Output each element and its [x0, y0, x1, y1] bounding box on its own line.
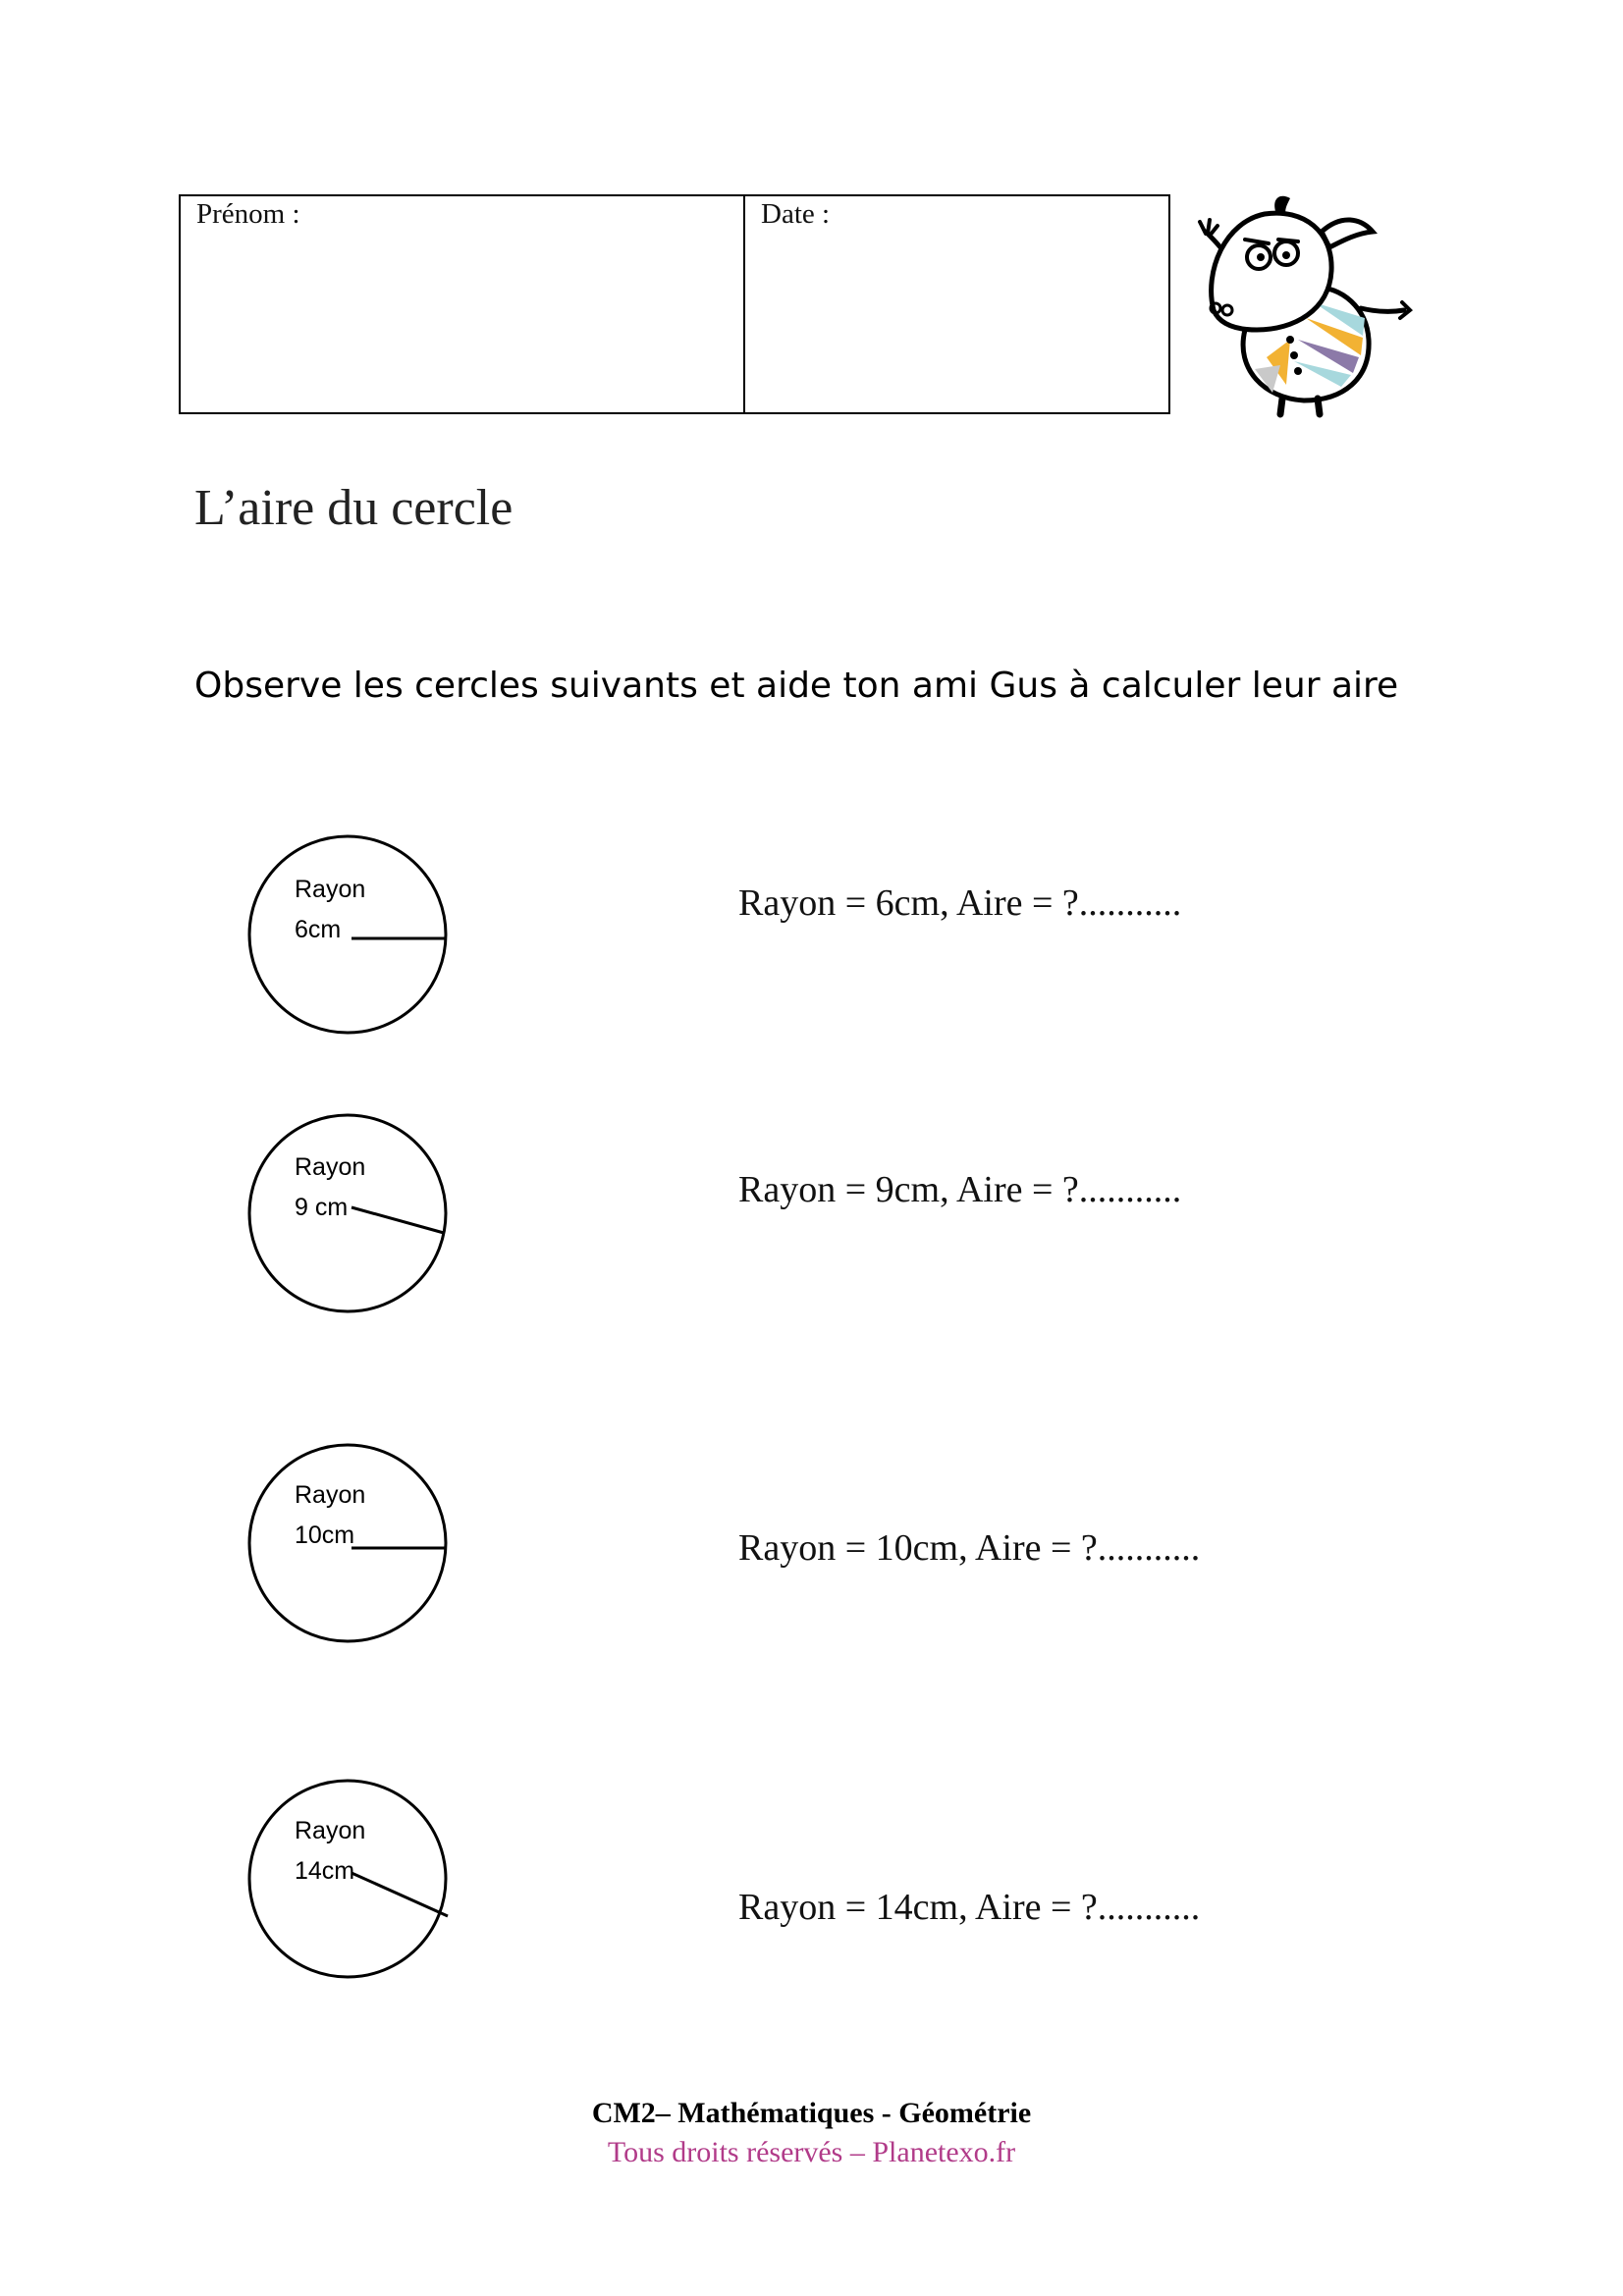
name-date-table [179, 194, 1170, 414]
circle-figure-4 [242, 1771, 458, 1987]
radius-line [352, 1873, 448, 1916]
date-label: Date : [761, 198, 831, 230]
footer-subject: CM2– Mathématiques - Géométrie [591, 2097, 1032, 2129]
sheep-mascot-icon [1196, 192, 1416, 418]
question-2: Rayon = 9cm, Aire = ?........... [738, 1169, 1182, 1210]
circle-word: Rayon [295, 1817, 366, 1844]
circle-value: 9 cm [295, 1194, 349, 1221]
page-title: L’aire du cercle [194, 480, 514, 536]
circle-outline [249, 836, 446, 1033]
question-4: Rayon = 14cm, Aire = ?........... [738, 1887, 1201, 1928]
circle-figure-2 [242, 1105, 458, 1321]
circle-word: Rayon [295, 1153, 366, 1181]
prenom-label: Prénom : [196, 198, 300, 230]
question-3: Rayon = 10cm, Aire = ?........... [738, 1527, 1201, 1569]
circle-value: 6cm [295, 916, 342, 943]
circle-word: Rayon [295, 1481, 366, 1509]
circle-figure-3 [242, 1435, 458, 1651]
circle-word: Rayon [295, 876, 366, 903]
question-1: Rayon = 6cm, Aire = ?........... [738, 882, 1182, 924]
radius-line [352, 1207, 444, 1233]
circle-value: 10cm [295, 1522, 355, 1549]
instruction-text: Observe les cercles suivants et aide ton ami Gus à calculer leur aire [194, 666, 1399, 706]
circle-figure-1 [242, 827, 458, 1042]
footer-copyright: Tous droits réservés – Planetexo.fr [607, 2136, 1016, 2168]
date-field[interactable] [745, 196, 1168, 412]
circle-value: 14cm [295, 1857, 355, 1885]
prenom-field[interactable] [181, 196, 745, 412]
